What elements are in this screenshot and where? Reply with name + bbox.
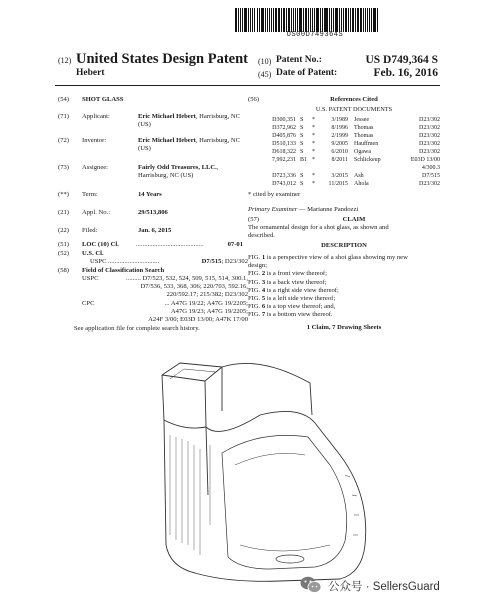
figure-line-pre: FIG. [248, 254, 262, 261]
figure-line [248, 295, 440, 303]
figure-line-pre: FIG. [248, 311, 262, 319]
reference-kind: S [300, 117, 304, 123]
barcode-bar [371, 8, 372, 32]
barcode-bar [265, 8, 266, 32]
barcode-bar [275, 8, 277, 32]
figure-line-post: is a back view thereof; [265, 278, 327, 286]
references-title: References Cited [330, 96, 378, 103]
reference-num: D618,322 [272, 149, 296, 155]
reference-cls: D23/302 [419, 149, 440, 155]
field-line-2: D7/536, 533, 368, 306; 220/703, 592.16, [140, 283, 248, 290]
search-history-note: See application file for complete search history. [74, 325, 200, 332]
code-54: (54) [58, 96, 69, 103]
figure-line-post: is a front view thereof; [265, 270, 327, 278]
barcode-bar [254, 8, 256, 32]
field-line-1: ......... D7/523, 532, 524, 509, 515, 514, 300.1, [126, 275, 248, 282]
shot-glass-title: SHOT GLASS [82, 96, 124, 103]
barcode-bar [314, 8, 315, 32]
fig-1-drawing [140, 345, 410, 595]
cpc-line-1: ... A47G 19/22; A47G 19/2205; [164, 300, 248, 307]
header-inventor: Hebert [76, 68, 105, 78]
barcode-bar [242, 8, 244, 32]
figure-line-num: 2 [261, 270, 266, 278]
reference-kind: S [300, 133, 304, 139]
reference-row [248, 124, 438, 132]
reference-cls: E03D 13/00 [410, 157, 440, 163]
code-56: (56) [248, 96, 259, 103]
barcode-bar [343, 8, 344, 32]
uscl-dots: ............................... [108, 258, 160, 265]
reference-row [248, 140, 438, 148]
barcode-bar [329, 8, 330, 32]
reference-date: 9/2005 [331, 141, 348, 147]
barcode-bar [326, 8, 328, 32]
barcode-bar [273, 8, 274, 32]
primary-examiner: Primary Examiner — Marianne Pandozzi [248, 206, 359, 213]
reference-date: 8/2011 [331, 157, 348, 163]
reference-kind: S [300, 173, 304, 179]
reference-mark: * [312, 149, 315, 155]
reference-num: D510,133 [272, 141, 296, 147]
reference-mark: * [312, 173, 315, 179]
barcode-bar [377, 8, 378, 32]
reference-name: Jessee [354, 117, 369, 123]
barcode-bar [339, 8, 341, 32]
barcode-bar [293, 8, 294, 32]
assignee-label: Assignee: [82, 164, 109, 171]
barcode-bar [257, 8, 259, 32]
figure-line [248, 311, 440, 319]
date-label: Date of Patent: [276, 68, 338, 78]
figure-line-post: design; [248, 262, 268, 270]
reference-cls: D23/302 [419, 117, 440, 123]
reference-cls: D23/302 [419, 125, 440, 131]
figure-line-post: is a left side view thereof; [265, 295, 336, 302]
reference-mark: * [312, 125, 315, 131]
barcode-bar [352, 8, 355, 32]
reference-row [248, 164, 438, 172]
code-73: (73) [58, 164, 69, 171]
filed-label: Filed: [82, 227, 98, 234]
term-label: Term: [82, 191, 98, 198]
reference-cls: D23/302 [419, 141, 440, 147]
barcode-bar [283, 8, 286, 32]
barcode-bar [310, 8, 311, 32]
barcode-bar [345, 8, 347, 32]
inventor-value: Eric Michael Hebert, Harrisburg, NC [138, 137, 241, 144]
code-12: (12) [58, 56, 72, 65]
reference-kind: S [300, 141, 304, 147]
barcode-bar [367, 8, 369, 32]
barcode-bar [297, 8, 299, 32]
reference-cls: D23/302 [419, 133, 440, 139]
barcode-bar [261, 8, 264, 32]
cpc-line-3: A24F 3/00; E03D 13/00; A47K 17/00 [148, 316, 248, 323]
barcode-bar [252, 8, 253, 32]
barcode-bar [360, 8, 362, 32]
appl-label: Appl. No.: [82, 209, 111, 216]
code-21: (21) [58, 209, 69, 216]
assignee-value: Fairly Odd Treasures, LLC., [138, 164, 219, 171]
reference-cls: D7/515 [422, 173, 440, 179]
reference-num: D405,876 [272, 133, 296, 139]
code-58: (58) [58, 267, 69, 274]
barcode-bar [320, 8, 321, 32]
figure-line-pre: FIG. [248, 270, 262, 278]
barcode-bar [316, 8, 319, 32]
figure-line-pre: FIG. [248, 303, 262, 311]
applicant-value: Eric Michael Hebert, Harrisburg, NC [138, 113, 241, 120]
loc-value: 07-01 [213, 241, 243, 249]
right-column [248, 96, 440, 336]
references-list [248, 116, 440, 196]
reference-mark: * [312, 181, 315, 187]
watermark [300, 572, 480, 598]
figure-line [248, 262, 440, 270]
reference-name: Ogawa [354, 149, 371, 155]
inventor-label: Inventor: [82, 137, 107, 144]
uscl-label: U.S. Cl. [82, 250, 104, 257]
barcode [235, 8, 395, 32]
reference-date: 6/2010 [331, 149, 348, 155]
filed-value: Jan. 6, 2015 [138, 227, 172, 234]
barcode-bar [355, 8, 356, 32]
barcode-bar [341, 8, 342, 32]
figure-line-num: 4 [261, 286, 266, 294]
barcode-bar [357, 8, 359, 32]
figure-line-post: is a bottom view thereof. [265, 311, 333, 319]
reference-row [248, 172, 438, 180]
uscl-uspc-label: USPC [90, 258, 107, 265]
figure-line-pre: FIG. [248, 286, 262, 294]
figure-line [248, 279, 440, 287]
inventor-country: (US) [138, 145, 151, 152]
patent-no-label: Patent No.: [276, 55, 322, 65]
reference-name: Hauffmen [354, 141, 379, 147]
code-22: (22) [58, 227, 69, 234]
loc-label: LOC (10) Cl. [82, 241, 119, 248]
code-term: (**) [58, 191, 69, 198]
barcode-bar [240, 8, 241, 32]
figure-line [248, 303, 440, 311]
code-10: (10) [258, 57, 272, 66]
code-51: (51) [58, 241, 69, 248]
left-column [58, 96, 248, 336]
claim-line-1: The ornamental design for a shot glass, as shown and [248, 224, 389, 231]
reference-kind: B1 [300, 157, 308, 163]
reference-mark: * [312, 141, 315, 147]
reference-num: D723,336 [272, 173, 296, 179]
reference-date: 3/1989 [331, 117, 348, 123]
reference-kind: S [300, 125, 304, 131]
assignee-location: Harrisburg, NC (US) [138, 172, 194, 179]
cpc-line-2: A47G 19/23; A47G 19/2205; [170, 308, 248, 315]
barcode-bar [267, 8, 268, 32]
field-cpc-label: CPC [82, 300, 95, 307]
barcode-bar [303, 8, 304, 32]
cited-by-examiner: * cited by examiner [248, 191, 301, 198]
field-label: Field of Classification Search [82, 267, 165, 274]
reference-kind: S [300, 181, 304, 187]
barcode-bar [363, 8, 364, 32]
barcode-bar [281, 8, 282, 32]
figure-line-pre: FIG. [248, 295, 262, 302]
reference-row [248, 156, 438, 164]
figure-line-post: is a top view thereof; and, [265, 303, 336, 311]
figure-list [248, 254, 440, 320]
barcode-bar [312, 8, 314, 32]
reference-row [248, 148, 438, 156]
code-72: (72) [58, 137, 69, 144]
code-57: (57) [248, 216, 259, 223]
barcode-bar [331, 8, 332, 32]
figure-line-num: 3 [261, 278, 266, 286]
patent-no: US D749,364 S [365, 54, 438, 66]
figure-line [248, 254, 440, 262]
reference-cls: D23/302 [419, 181, 440, 187]
reference-row [248, 180, 438, 188]
reference-date: 2/1999 [331, 133, 348, 139]
figure-line-num: 7 [261, 311, 266, 319]
barcode-bar [308, 8, 309, 32]
barcode-bar [250, 8, 251, 32]
figure-line-num: 5 [261, 295, 266, 302]
reference-cls: 4/300.3 [421, 165, 440, 171]
figure-line-pre: FIG. [248, 278, 262, 286]
figure-line [248, 270, 440, 278]
wechat-icon [300, 575, 322, 595]
barcode-number: US00D749364S [286, 31, 344, 39]
applicant-country: (US) [138, 121, 151, 128]
code-71: (71) [58, 113, 69, 120]
figure-line-post: is a right side view thereof; [265, 286, 339, 294]
description-title: DESCRIPTION [321, 242, 367, 249]
date-of-patent: Feb. 16, 2016 [373, 67, 438, 79]
code-45: (45) [258, 70, 272, 79]
barcode-bar [286, 8, 287, 32]
barcode-bar [324, 8, 326, 32]
barcode-bar [333, 8, 334, 32]
reference-row [248, 132, 438, 140]
barcode-bar [259, 8, 260, 32]
watermark-text: 公众号 · SellersGuard [328, 581, 440, 593]
patent-title: United States Design Patent [76, 51, 248, 67]
figure-line [248, 287, 440, 295]
reference-name: Ahola [354, 181, 369, 187]
figure-line-num: 6 [261, 303, 266, 311]
reference-row [248, 116, 438, 124]
figure-line-num: 1 [261, 254, 266, 261]
reference-date: 3/2015 [331, 173, 348, 179]
reference-date: 8/1996 [331, 125, 348, 131]
header-rule [55, 85, 440, 86]
code-52: (52) [58, 250, 69, 257]
barcode-bar [350, 8, 351, 32]
reference-num: D300,351 [272, 117, 296, 123]
claims-sheets: 1 Claim, 7 Drawing Sheets [306, 324, 382, 331]
loc-dots: ......................................... [136, 241, 204, 248]
barcode-bar [322, 8, 323, 32]
reference-mark: * [312, 157, 315, 163]
barcode-bar [335, 8, 338, 32]
barcode-bar [244, 8, 247, 32]
reference-mark: * [312, 133, 315, 139]
applicant-label: Applicant: [82, 113, 110, 120]
claim-title: CLAIM [342, 216, 366, 223]
uscl-value: D7/515; D23/302 [176, 258, 248, 266]
reference-mark: * [312, 117, 315, 123]
reference-kind: S [300, 149, 304, 155]
barcode-bar [278, 8, 280, 32]
reference-name: Thomas [354, 125, 374, 131]
barcode-bar [348, 8, 349, 32]
us-patent-documents: U.S. PATENT DOCUMENTS [315, 106, 393, 113]
reference-num: D372,962 [272, 125, 296, 131]
barcode-bar [295, 8, 296, 32]
barcode-bar [373, 8, 376, 32]
term-value: 14 Years [138, 191, 162, 198]
barcode-bar [299, 8, 302, 32]
barcode-bar [365, 8, 366, 32]
reference-name: Ash [354, 173, 364, 179]
appl-value: 29/513,806 [138, 209, 168, 216]
barcode-bar [269, 8, 271, 32]
barcode-bar [238, 8, 239, 32]
barcode-bar [248, 8, 249, 32]
barcode-bar [305, 8, 307, 32]
reference-num: D743,012 [272, 181, 296, 187]
reference-date: 11/2015 [328, 181, 348, 187]
barcode-bar [369, 8, 370, 32]
reference-name: Schlickeup [354, 157, 381, 163]
reference-num: 7,992,231 [272, 157, 296, 163]
figure-line-post: is a perspective view of a shot glass showing my new [265, 254, 408, 261]
barcode-bar [288, 8, 290, 32]
claim-line-2: described. [248, 232, 275, 239]
barcode-bar [271, 8, 272, 32]
field-line-3: 220/592.17; 215/382; D23/302 [166, 291, 248, 298]
reference-name: Thomas [354, 133, 374, 139]
barcode-bar [235, 8, 237, 32]
field-uspc-label: USPC [82, 275, 99, 282]
barcode-bar [291, 8, 292, 32]
